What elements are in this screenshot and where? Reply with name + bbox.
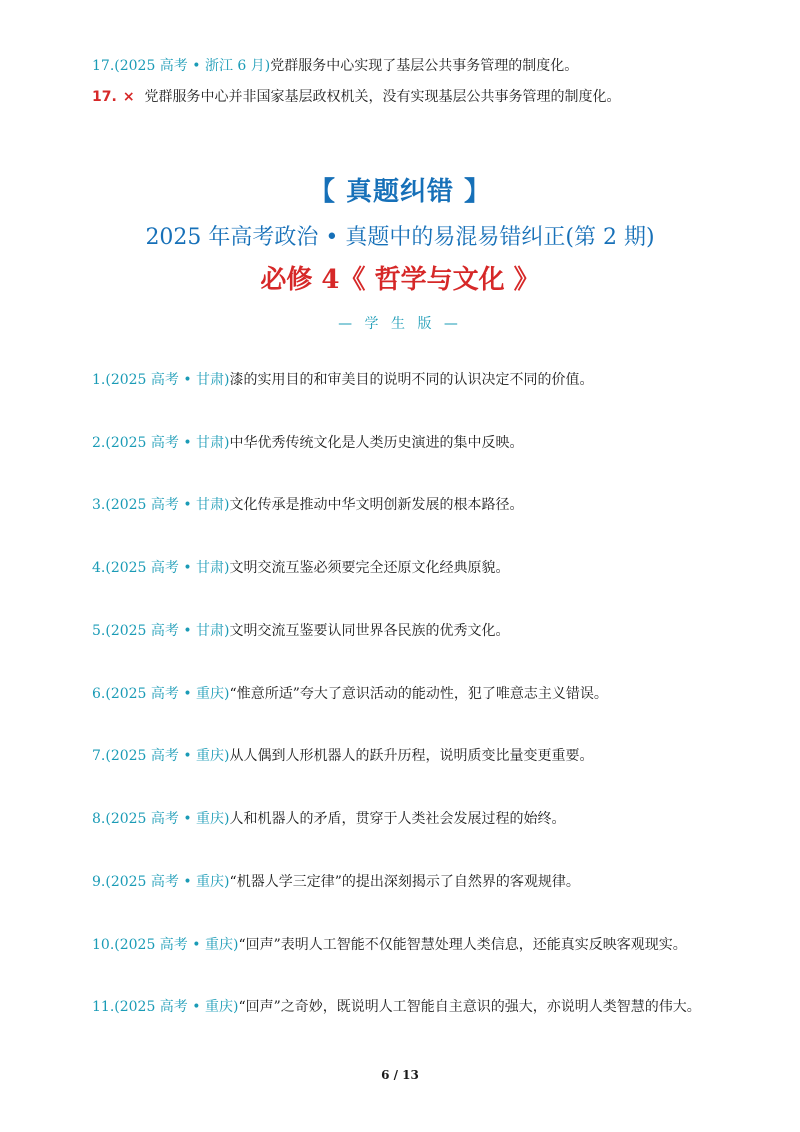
answer-text: 党群服务中心并非国家基层政权机关，没有实现基层公共事务管理的制度化。 (144, 89, 621, 105)
question-item-17 (92, 56, 740, 76)
question-number: 9. (92, 874, 106, 890)
question-text: 文化传承是推动中华文明创新发展的根本路径。 (229, 497, 524, 513)
question-number: 10. (92, 937, 115, 953)
question-number: 5. (92, 623, 106, 639)
question-item (92, 621, 740, 641)
question-source: (2025 高考 • 甘肃) (105, 497, 230, 513)
question-source: (2025 高考 • 重庆) (105, 811, 230, 827)
question-number: 11. (92, 999, 115, 1015)
question-source: (2025 高考 • 甘肃) (105, 372, 230, 388)
question-text: 漆的实用目的和审美目的说明不同的认识决定不同的价值。 (229, 372, 594, 388)
question-number: 7. (92, 748, 106, 764)
question-source: (2025 高考 • 浙江 6 月) (114, 58, 271, 74)
question-text: “回声”表明人工智能不仅能智慧处理人类信息，还能真实反映客观现实。 (238, 937, 687, 953)
question-source: (2025 高考 • 甘肃) (105, 623, 230, 639)
question-source: (2025 高考 • 重庆) (105, 874, 230, 890)
question-item (92, 370, 740, 390)
question-text: 文明交流互鉴必须要完全还原文化经典原貌。 (229, 560, 510, 576)
question-item (92, 684, 740, 704)
question-item (92, 495, 740, 515)
question-source: (2025 高考 • 甘肃) (105, 560, 230, 576)
question-item (92, 872, 740, 892)
page-number: 6 / 13 (381, 1068, 419, 1082)
question-item (92, 935, 740, 955)
question-item (92, 433, 740, 453)
edition-label: — 学 生 版 — (338, 316, 462, 332)
answer-item-17 (92, 87, 740, 107)
question-source: (2025 高考 • 重庆) (105, 748, 230, 764)
question-item (92, 558, 740, 578)
question-item (92, 809, 740, 829)
question-number: 17. (92, 58, 115, 74)
question-text: 从人偶到人形机器人的跃升历程，说明质变比量变更重要。 (229, 748, 594, 764)
question-text: 中华优秀传统文化是人类历史演进的集中反映。 (229, 435, 524, 451)
question-source: (2025 高考 • 重庆) (114, 999, 239, 1015)
question-number: 8. (92, 811, 106, 827)
question-text: 党群服务中心实现了基层公共事务管理的制度化。 (270, 58, 579, 74)
page-title: 2025 年高考政治 • 真题中的易混易错纠正(第 2 期) (145, 225, 655, 250)
question-number: 3. (92, 497, 106, 513)
question-text: 文明交流互鉴要认同世界各民族的优秀文化。 (229, 623, 510, 639)
question-text: “机器人学三定律”的提出深刻揭示了自然界的客观规律。 (229, 874, 580, 890)
question-source: (2025 高考 • 重庆) (114, 937, 239, 953)
question-item (92, 746, 740, 766)
question-number: 1. (92, 372, 106, 388)
question-number: 2. (92, 435, 106, 451)
section-tag: 【 真题纠错 】 (308, 177, 492, 207)
question-number: 4. (92, 560, 106, 576)
answer-number: 17. (92, 89, 117, 105)
question-number: 6. (92, 686, 106, 702)
page-subtitle: 必修 4《 哲学与文化 》 (260, 265, 540, 295)
question-source: (2025 高考 • 重庆) (105, 686, 230, 702)
wrong-mark-icon: × (122, 89, 135, 105)
question-source: (2025 高考 • 甘肃) (105, 435, 230, 451)
question-text: “回声”之奇妙，既说明人工智能自主意识的强大，亦说明人类智慧的伟大。 (238, 999, 701, 1015)
question-item (92, 997, 740, 1017)
question-text: 人和机器人的矛盾，贯穿于人类社会发展过程的始终。 (229, 811, 566, 827)
question-text: “惟意所适”夸大了意识活动的能动性，犯了唯意志主义错误。 (229, 686, 608, 702)
